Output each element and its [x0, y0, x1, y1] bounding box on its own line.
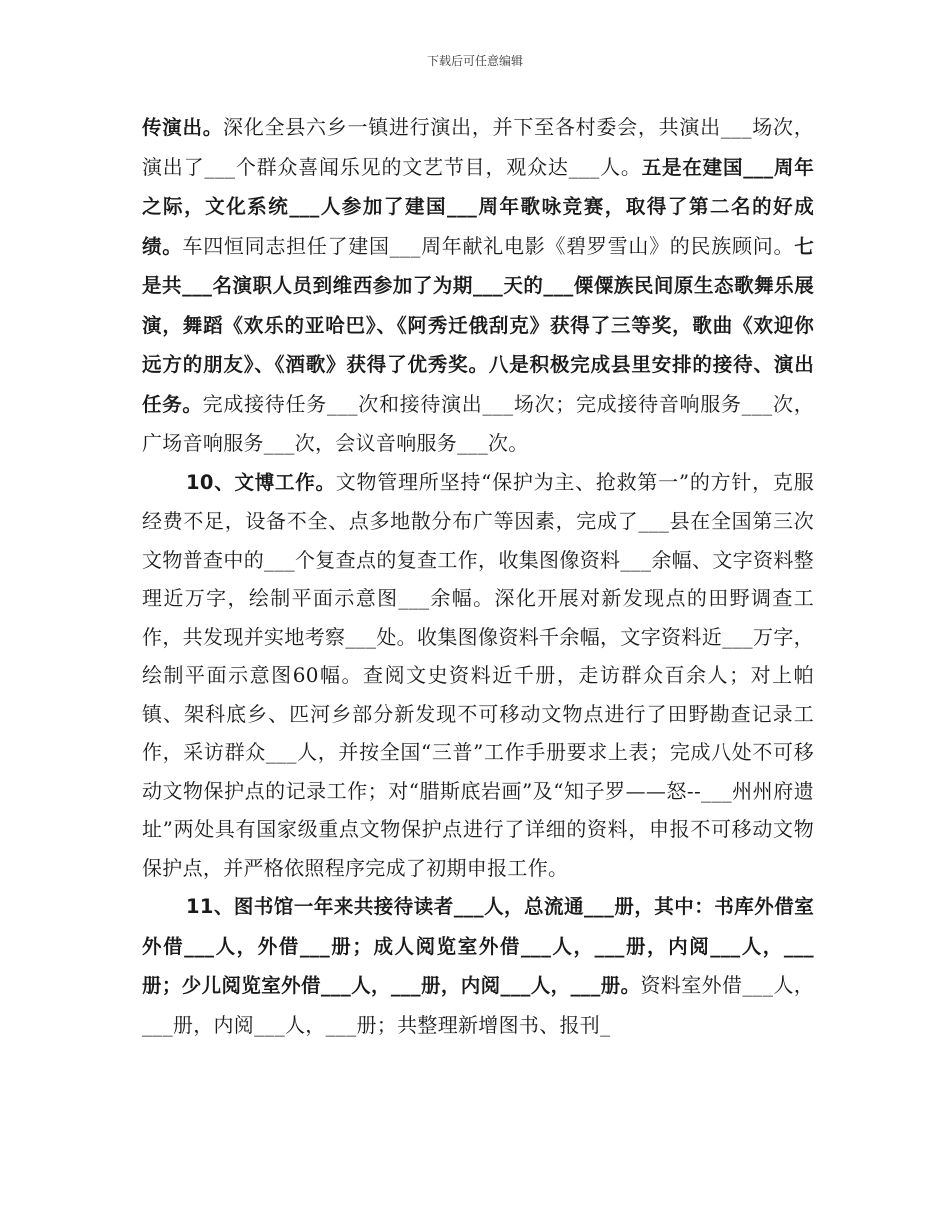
- text-segment: 七是共___名演职人员到维西参加了为期___天的___傈僳族民间原生态歌舞乐展演，舞蹈《欢乐的亚哈巴》、《阿秀迁俄刮克》获得了三等奖，歌曲《欢迎你远方的朋友》、《酒歌》获得了优秀奖。八是积极完成县里安排的接待、演出任务。: [142, 234, 814, 416]
- text-segment: 11、图书馆一年来共接待读者___人，总流通___册，其中：书库外借室外借___人，外借___册；成人阅览室外借___人，___册，内阅___人，___册；少儿阅览室外借___人，___册，内阅___人，___册。: [142, 895, 814, 997]
- text-segment: 完成接待任务___次和接待演出___场次；完成接待音响服务___次，广场音响服务___次，会议音响服务___次。: [142, 391, 814, 455]
- paragraph-performances: [142, 108, 814, 463]
- text-segment: 车四恒同志担任了建国___周年献礼电影《碧罗雪山》的民族顾问。: [182, 233, 795, 258]
- text-segment: 文物管理所坚持“保护为主、抢救第一”的方针，克服经费不足，设备不全、点多地散分布广等因素，完成了___县在全国第三次文物普查中的___个复查点的复查工作，收集图像资料___余幅、文字资料整理近万字，绘制平面示意图___余幅。深化开展对新发现点的田野调查工作，共发现并实地考察___处。收集图像资料千余幅，文字资料近___万字，绘制平面示意图60幅。查阅文史资料近千册，走访群众百余人；对上帕镇、架科底乡、匹河乡部分新发现不可移动文物点进行了田野勘查记录工作，采访群众___人，并按全国“三普”工作手册要求上表；完成八处不可移动文物保护点的记录工作；对“腊斯底岩画”及“知子罗——怒--___州州府遗址”两处具有国家级重点文物保护点进行了详细的资料，申报不可移动文物保护点，并严格依照程序完成了初期申报工作。: [142, 469, 814, 880]
- page-header: 下载后可任意编辑: [426, 54, 523, 68]
- text-segment: 深化全县六乡一镇进行演出，并下至各村委会，共演出___场次，演出了___个群众喜闻乐见的文艺节目，观众达___人。: [142, 115, 815, 179]
- text-segment: 资料室外借___人，___册，内阅___人，___册；共整理新增图书、报刊_: [142, 973, 814, 1037]
- section-heading: 10、文博工作。: [186, 470, 336, 494]
- document-body: [142, 108, 814, 1044]
- text-segment: 传演出。: [142, 116, 223, 139]
- paragraph-cultural-relics: [142, 463, 814, 888]
- paragraph-library: [142, 887, 814, 1044]
- text-segment: 五是在建国___周年之际，文化系统___人参加了建国___周年歌咏竞赛，取得了第二名的好成绩。: [142, 155, 815, 258]
